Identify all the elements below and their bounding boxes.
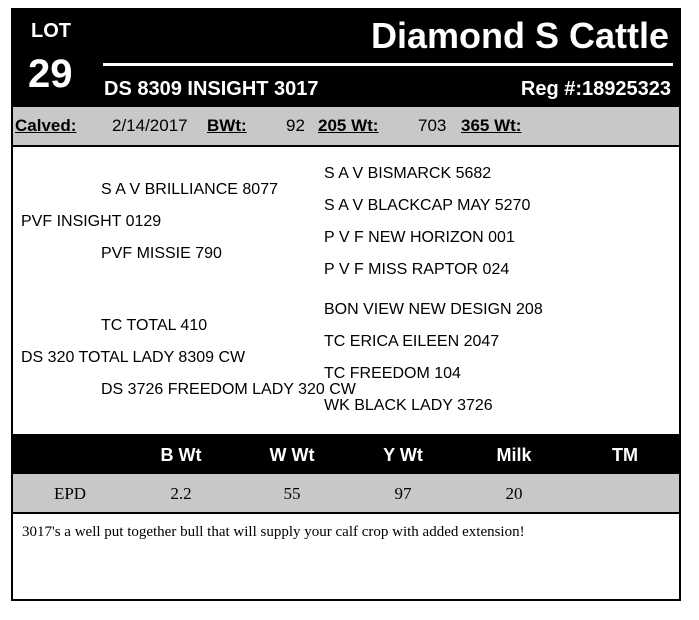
sire-dam-dam: P V F MISS RAPTOR 024 bbox=[324, 261, 510, 278]
animal-name: DS 8309 INSIGHT 3017 bbox=[104, 78, 319, 100]
epd-row-label: EPD bbox=[53, 484, 87, 503]
header-divider bbox=[103, 63, 673, 66]
sire-dam-sire: P V F NEW HORIZON 001 bbox=[324, 229, 515, 246]
epd-value-wwt: 55 bbox=[283, 484, 301, 503]
epd-header-row bbox=[13, 434, 679, 474]
wt365-label: 365 Wt: bbox=[461, 116, 522, 135]
sire-dam: PVF MISSIE 790 bbox=[101, 245, 222, 262]
ranch-name: Diamond S Cattle bbox=[370, 15, 669, 56]
dam-sire-dam: TC ERICA EILEEN 2047 bbox=[324, 333, 500, 350]
epd-header-tm: TM bbox=[612, 445, 638, 465]
dam-dam-dam: WK BLACK LADY 3726 bbox=[324, 397, 493, 414]
epd-header-wwt: W Wt bbox=[269, 445, 315, 465]
lot-card bbox=[11, 8, 681, 601]
lot-number: 29 bbox=[28, 52, 73, 96]
epd-value-milk: 20 bbox=[505, 484, 523, 503]
calved-value: 2/14/2017 bbox=[112, 116, 188, 135]
dam: DS 320 TOTAL LADY 8309 CW bbox=[21, 349, 246, 366]
stats-strip bbox=[13, 107, 679, 147]
epd-value-bwt: 2.2 bbox=[170, 484, 192, 503]
bwt-value: 92 bbox=[286, 116, 305, 135]
dam-sire: TC TOTAL 410 bbox=[101, 317, 208, 334]
epd-header-ywt: Y Wt bbox=[383, 445, 423, 465]
epd-header-milk: Milk bbox=[496, 445, 532, 465]
epd-values-row bbox=[13, 474, 679, 514]
dam-sire-sire: BON VIEW NEW DESIGN 208 bbox=[324, 301, 543, 318]
wt205-label: 205 Wt: bbox=[318, 116, 379, 135]
dam-dam-sire: TC FREEDOM 104 bbox=[324, 365, 461, 382]
comment-text: 3017's a well put together bull that will supply your calf crop with added extension! bbox=[22, 524, 525, 540]
bwt-label: BWt: bbox=[207, 116, 247, 135]
epd-value-ywt: 97 bbox=[394, 484, 412, 503]
dam-dam: DS 3726 FREEDOM LADY 320 CW bbox=[101, 381, 356, 398]
sire-sire-sire: S A V BISMARCK 5682 bbox=[324, 165, 492, 182]
calved-label: Calved: bbox=[15, 116, 77, 135]
pedigree bbox=[13, 147, 679, 434]
lot-label: LOT bbox=[31, 20, 71, 42]
registration-number: Reg #:18925323 bbox=[520, 78, 671, 100]
sire: PVF INSIGHT 0129 bbox=[21, 213, 162, 230]
wt205-value: 703 bbox=[418, 116, 447, 135]
epd-header-bwt: B Wt bbox=[160, 445, 202, 465]
card-header bbox=[13, 10, 679, 107]
sire-sire-dam: S A V BLACKCAP MAY 5270 bbox=[324, 197, 531, 214]
sire-sire: S A V BRILLIANCE 8077 bbox=[101, 181, 278, 198]
